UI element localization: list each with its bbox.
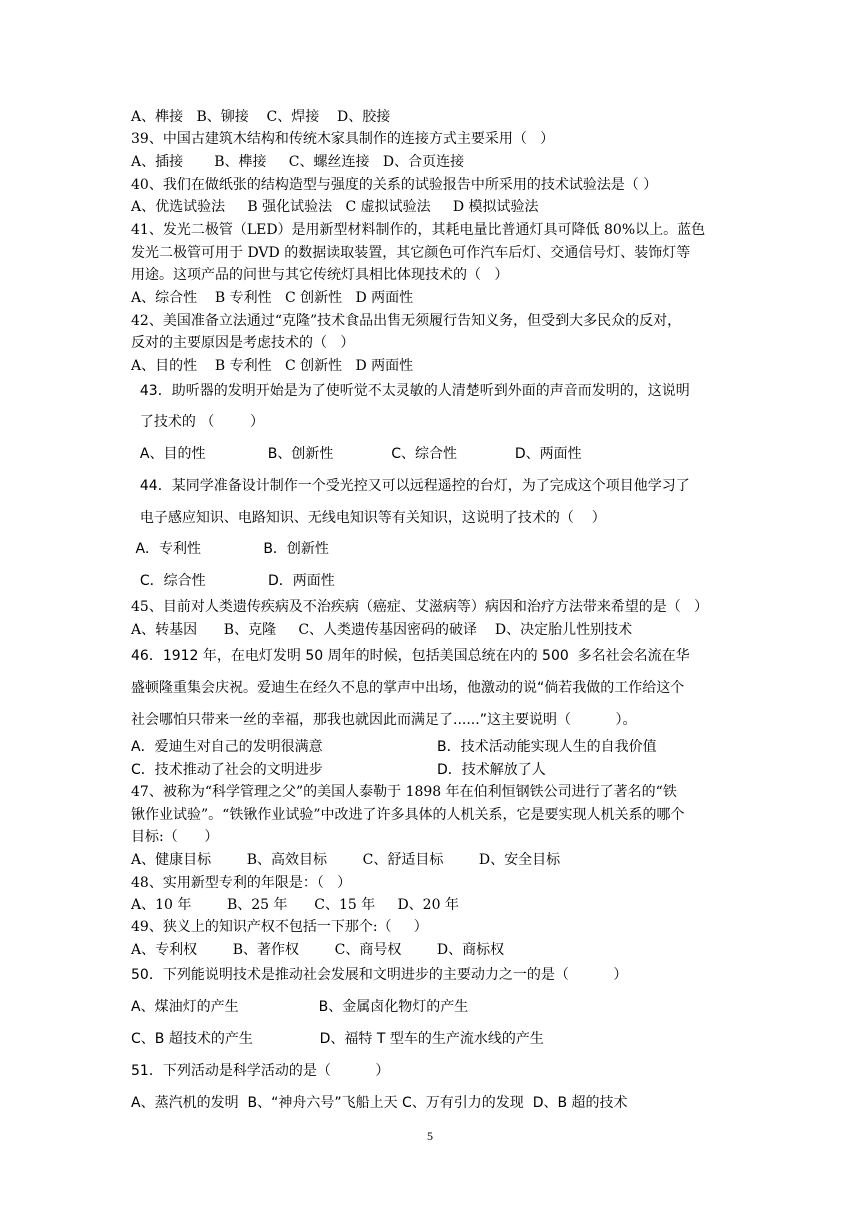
answer-option-46-d: D．技术解放了人 <box>437 762 546 778</box>
question-46-line-3: 社会哪怕只带来一丝的幸福，那我也就因此而满足了......”这主要说明（ ）。 <box>131 712 637 728</box>
answer-options-44-row-1: A．专利性 B．创新性 <box>131 541 329 557</box>
question-41-line-3: 用途。这项产品的问世与其它传统灯具相比体现技术的（ ） <box>131 267 509 283</box>
answer-options-43: A、目的性 B、创新性 C、综合性 D、两面性 <box>131 446 582 462</box>
question-43-line-1: 43．助听器的发明开始是为了使听觉不太灵敏的人清楚听到外面的声音而发明的，这说明 <box>131 383 690 399</box>
question-41-line-2: 发光二极管可用于 DVD 的数据读取装置，其它颜色可作汽车后灯、交通信号灯、装饰灯等 <box>131 245 691 261</box>
answer-options-38: A、榫接 B、铆接 C、焊接 D、胶接 <box>131 109 391 125</box>
question-42-line-1: 42、美国准备立法通过“克隆”技术食品出售无须履行告知义务，但受到大多民众的反对， <box>131 313 682 329</box>
question-48: 48、实用新型专利的年限是：（ ） <box>131 875 352 891</box>
answer-options-44-row-2: C．综合性 D．两面性 <box>131 573 335 589</box>
question-41-line-1: 41、发光二极管（LED）是用新型材料制作的，其耗电量比普通灯具可降低 80%以上。蓝色 <box>131 222 706 238</box>
answer-options-39: A、插接 B、榫接 C、螺丝连接 D、合页连接 <box>131 154 465 170</box>
question-40: 40、我们在做纸张的结构造型与强度的关系的试验报告中所采用的技术试验法是（ ） <box>131 177 658 193</box>
question-45: 45、目前对人类遗传疾病及不治疾病（癌症、艾滋病等）病因和治疗方法带来希望的是（ ） <box>131 599 709 615</box>
page-number: 5 <box>427 1129 433 1143</box>
question-39: 39、中国古建筑木结构和传统木家具制作的连接方式主要采用（ ） <box>131 131 555 147</box>
question-47-line-3: 目标:（ ） <box>131 829 219 845</box>
answer-options-41: A、综合性 B 专利性 C 创新性 D 两面性 <box>131 290 414 306</box>
question-51: 51．下列活动是科学活动的是（ ） <box>131 1063 390 1079</box>
answer-option-46-c: C．技术推动了社会的文明进步 <box>131 762 323 778</box>
question-50: 50．下列能说明技术是推动社会发展和文明进步的主要动力之一的是（ ） <box>131 967 628 983</box>
question-47-line-2: 锹作业试验”。“铁锹作业试验”中改进了许多具体的人机关系，它是要实现人机关系的哪个 <box>131 807 685 823</box>
answer-options-50-row-1: A、煤油灯的产生 B、金属卤化物灯的产生 <box>131 999 469 1015</box>
answer-options-48: A、10 年 B、25 年 C、15 年 D、20 年 <box>131 897 459 913</box>
answer-option-46-b: B．技术活动能实现人生的自我价值 <box>437 739 657 755</box>
answer-options-47: A、健康目标 B、高效目标 C、舒适目标 D、安全目标 <box>131 852 561 868</box>
question-47-line-1: 47、被称为“科学管理之父”的美国人泰勒于 1898 年在伯利恒钢铁公司进行了著名的“铁 <box>131 784 677 800</box>
question-49: 49、狭义上的知识产权不包括一下那个:（ ） <box>131 919 428 935</box>
answer-options-51: A、蒸汽机的发明 B、“神舟六号”飞船上天 C、万有引力的发现 D、B 超的技术 <box>131 1095 628 1111</box>
question-43-line-2: 了技术的 （ ） <box>131 414 264 430</box>
answer-options-42: A、目的性 B 专利性 C 创新性 D 两面性 <box>131 358 414 374</box>
answer-options-49: A、专利权 B、著作权 C、商号权 D、商标权 <box>131 942 505 958</box>
answer-options-45: A、转基因 B、克隆 C、人类遗传基因密码的破译 D、决定胎儿性别技术 <box>131 622 633 638</box>
question-46-line-2: 盛顿隆重集会庆祝。爱迪生在经久不息的掌声中出场，他激动的说“倘若我做的工作给这个 <box>131 680 685 696</box>
answer-options-40: A、优选试验法 B 强化试验法 C 虚拟试验法 D 模拟试验法 <box>131 199 539 215</box>
question-44-line-1: 44．某同学准备设计制作一个受光控又可以远程遥控的台灯，为了完成这个项目他学习了 <box>131 478 690 494</box>
answer-options-50-row-2: C、B 超技术的产生 D、福特 T 型车的生产流水线的产生 <box>131 1031 544 1047</box>
question-42-line-2: 反对的主要原因是考虑技术的（ ） <box>131 335 355 351</box>
question-46-line-1: 46．1912 年，在电灯发明 50 周年的时候，包括美国总统在内的 500 多名社会名流在华 <box>131 648 690 664</box>
question-44-line-2: 电子感应知识、电路知识、无线电知识等有关知识，这说明了技术的（ ） <box>131 510 606 526</box>
answer-option-46-a: A．爱迪生对自己的发明很满意 <box>131 739 323 755</box>
